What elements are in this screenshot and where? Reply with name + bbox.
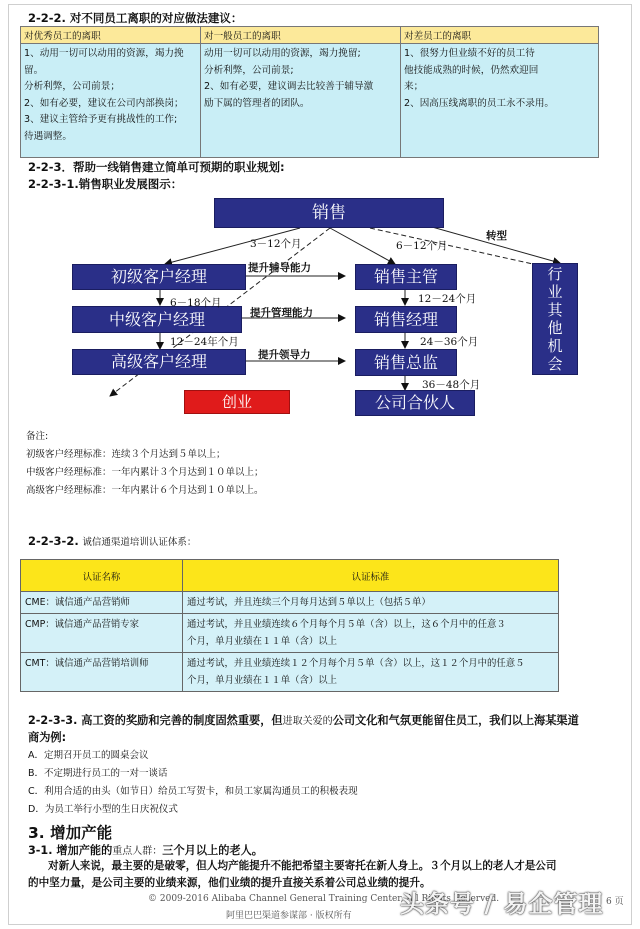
company-partner-box: 公司合伙人 [355, 390, 475, 416]
table-row: CMP：诚信通产品营销专家 通过考试，并且业绩连续６个月每个月５单（含）以上，这６个月中的任意３ 个月，单月业绩在１１单（含）以上 [21, 614, 559, 653]
header-cert-name: 认证名称 [21, 560, 183, 592]
section-223-heading: 2-2-3．帮助一线销售建立简单可预期的职业规划: [28, 160, 285, 174]
label-12-24-months: 12－24个月 [418, 293, 477, 305]
label-36-48-months: 36－48个月 [422, 379, 481, 391]
label-management: 提升管理能力 [250, 307, 313, 319]
section-2231-heading: 2-2-3-1.销售职业发展图示： [28, 177, 183, 191]
table-row: CMT：诚信通产品营销培训师 通过考试，并且业绩连续１２个月每个月５单（含）以上，这１２个月中的任意５ 个月，单月业绩在１１单（含）以上 [21, 653, 559, 692]
label-24-36-months: 24－36个月 [420, 336, 479, 348]
footer-owner: 阿里巴巴渠道参谋部 · 版权所有 [226, 911, 352, 921]
list-item: B．不定期进行员工的一对一谈话 [28, 768, 168, 779]
header-excellent: 对优秀员工的离职 [21, 27, 201, 44]
note-senior: 高级客户经理标准：一年内累计６个月达到１０单以上。 [26, 485, 264, 496]
section-3-heading: 3. 增加产能 [28, 824, 113, 842]
section-2233-heading-cont: 商为例: [28, 731, 67, 744]
startup-box: 创业 [184, 390, 290, 414]
note-mid: 中级客户经理标准：一年内累计３个月达到１０单以上； [26, 467, 264, 478]
notes-title: 备注: [26, 431, 49, 442]
section-222-heading: 2-2-2. 对不同员工离职的对应做法建议： [28, 11, 243, 25]
table-row: CME：诚信通产品营销师 通过考试，并且连续三个月每月达到５单以上（包括５单） [21, 592, 559, 614]
cell-average: 动用一切可以动用的资源，竭力挽留; 分析利弊，公司前景; 2、如有必要，建议调去比较善于辅导激 励下属的管理者的团队。 [201, 44, 401, 158]
sales-director-box: 销售总监 [355, 349, 457, 376]
label-leadership: 提升领导力 [258, 349, 311, 361]
list-item: C．利用合适的由头（如节日）给员工写贺卡，和员工家属沟通员工的积极表现 [28, 786, 358, 797]
other-opportunities-box: 行 业 其 他 机 会 [532, 263, 578, 375]
header-cert-standard: 认证标准 [183, 560, 559, 592]
sales-box: 销售 [214, 198, 444, 228]
section-31-heading: 3-1. 增加产能的重点人群：三个月以上的老人。 [28, 844, 263, 857]
cell-poor: 1、很努力但业绩不好的员工待 他技能成熟的时候，仍然欢迎回 来； 2、因高压线离职的员工永不录用。 [401, 44, 599, 158]
list-item: D．为员工举行小型的生日庆祝仪式 [28, 804, 178, 815]
label-transform: 转型 [486, 230, 507, 242]
header-poor: 对差员工的离职 [401, 27, 599, 44]
mid-manager-box: 中级客户经理 [72, 306, 242, 333]
label-6-18-months: 6－18个月 [170, 297, 222, 309]
note-junior: 初级客户经理标准：连续３个月达到５单以上； [26, 449, 226, 460]
section-3-paragraph-line2: 的中坚力量，是公司主要的业绩来源，他们业绩的提升直接关系着公司总业绩的提升。 [28, 877, 431, 889]
label-6-12-months: 6－12个月 [396, 240, 448, 252]
junior-manager-box: 初级客户经理 [72, 264, 246, 290]
certification-table [20, 559, 559, 692]
section-3-paragraph-line1: 对新人来说，最主要的是破零，但人均产能提升不能把希望主要寄托在新人身上。３个月以上的老人才是公司 [48, 860, 557, 872]
sales-supervisor-box: 销售主管 [355, 264, 457, 290]
sales-manager-box: 销售经理 [355, 306, 457, 333]
label-3-12-months: 3－12个月 [250, 238, 302, 250]
section-2232-heading: 2-2-3-2. 诚信通渠道培训认证体系： [28, 534, 197, 548]
cell-excellent: 1、动用一切可以动用的资源，竭力挽 留。 分析利弊，公司前景； 2、如有必要，建议在公司内部换岗； 3、建议主管给予更有挑战性的工作; 待遇调整。 [21, 44, 201, 158]
list-item: A．定期召开员工的圆桌会议 [28, 750, 149, 761]
header-average: 对一般员工的离职 [201, 27, 401, 44]
label-coaching: 提升辅导能力 [248, 262, 311, 274]
watermark: 头条号 / 易企管理 [400, 890, 604, 918]
label-12-24-years-months: 12－24年个月 [170, 336, 239, 348]
section-2233-heading: 2-2-3-3. 高工资的奖励和完善的制度固然重要，但进取关爱的公司文化和气氛更能留住员工，我们以上海某渠道 [28, 714, 579, 727]
senior-manager-box: 高级客户经理 [72, 349, 246, 375]
footer-copyright: © 2009-2016 Alibaba Channel General Training Center, All Rights Reserved. [148, 894, 500, 904]
footer-page: 6 页 [606, 897, 624, 907]
